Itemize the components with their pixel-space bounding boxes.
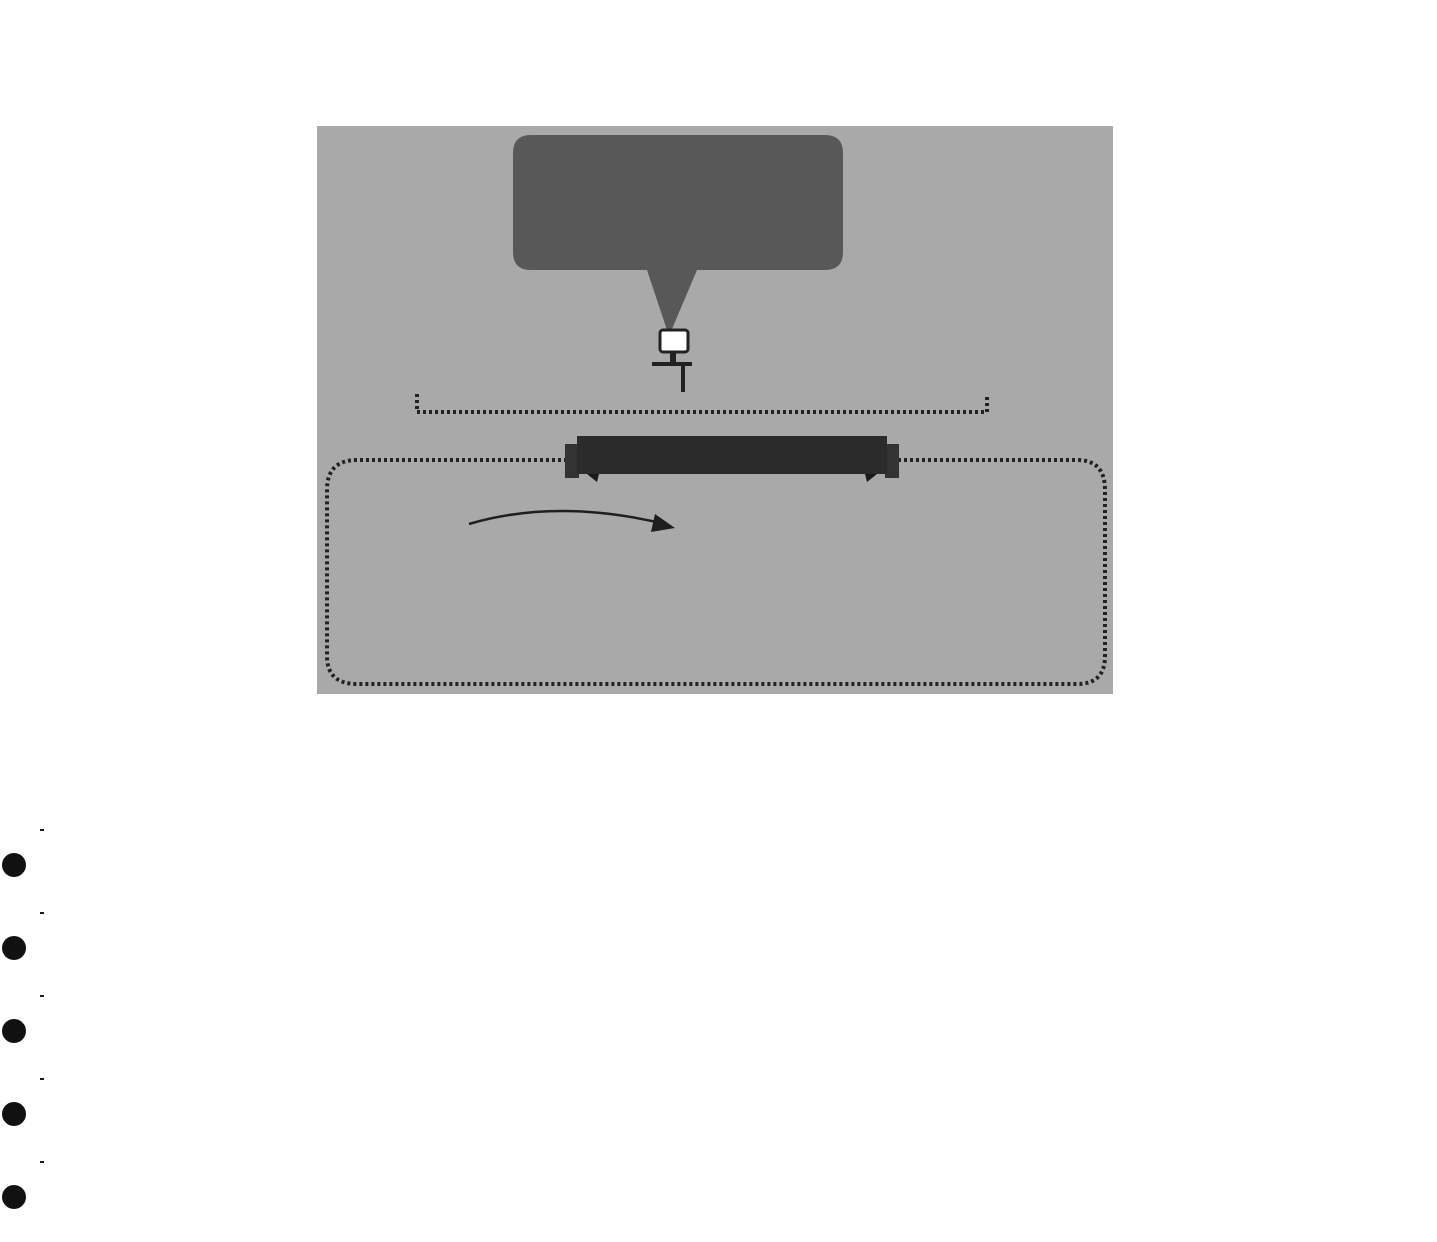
option-b[interactable] xyxy=(2,912,202,982)
option-letter-c xyxy=(2,1019,26,1043)
infographic-graphic xyxy=(317,126,1113,694)
option-c[interactable] xyxy=(2,995,202,1065)
fraction-bar xyxy=(40,1078,44,1080)
option-a-fraction xyxy=(40,829,44,831)
fraction-bar xyxy=(40,995,44,997)
option-a[interactable] xyxy=(2,829,202,899)
option-b-fraction xyxy=(40,912,44,914)
banner xyxy=(565,436,899,482)
fraction-bar xyxy=(40,912,44,914)
option-letter-d xyxy=(2,1102,26,1126)
option-letter-e xyxy=(2,1185,26,1209)
option-letter-b xyxy=(2,936,26,960)
computer-icon xyxy=(652,330,692,392)
option-d[interactable] xyxy=(2,1078,202,1148)
top-bracket xyxy=(417,394,987,412)
option-d-fraction xyxy=(40,1078,44,1080)
lower-frame xyxy=(327,460,1105,684)
arrow-icon xyxy=(469,511,665,524)
infographic xyxy=(317,126,1113,694)
fraction-bar xyxy=(40,1161,44,1163)
option-e-fraction xyxy=(40,1161,44,1163)
option-letter-a xyxy=(2,853,26,877)
option-c-fraction xyxy=(40,995,44,997)
fraction-bar xyxy=(40,829,44,831)
option-e[interactable] xyxy=(2,1161,202,1231)
speech-bubble xyxy=(513,135,843,336)
